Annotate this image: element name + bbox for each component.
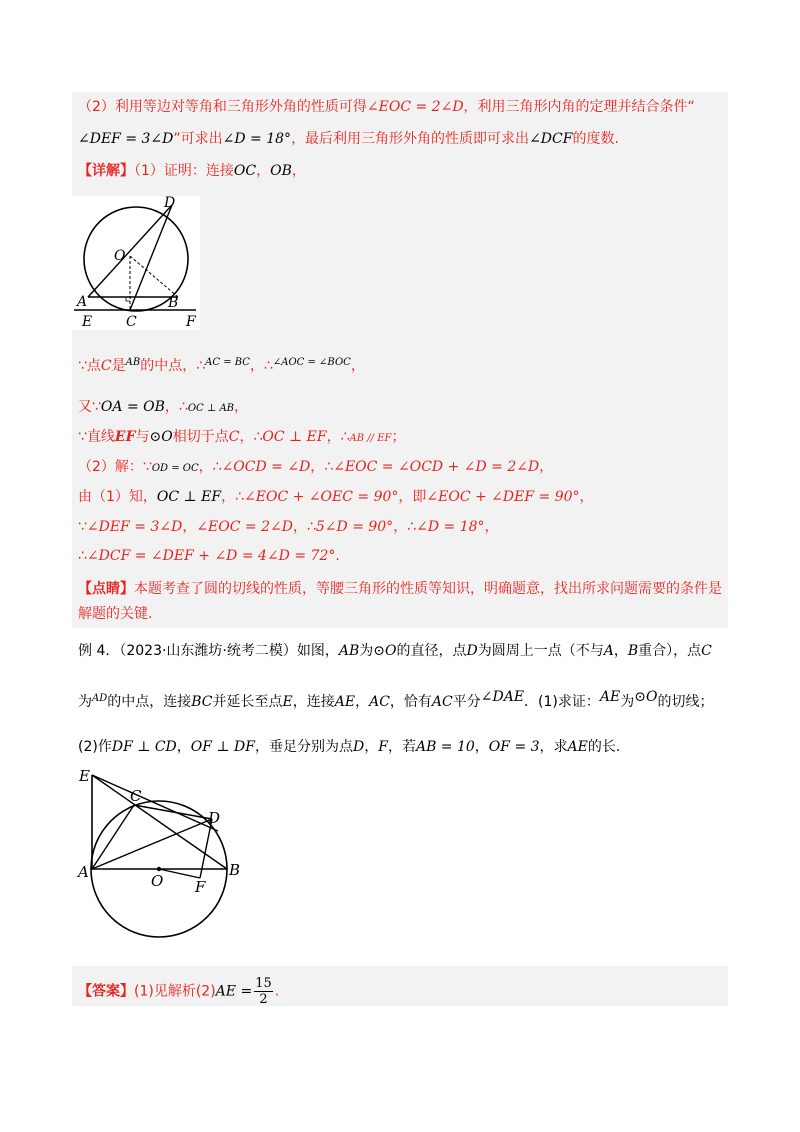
- hint-line-2: ∠DEF = 3∠D”可求出∠D = 18°，最后利用三角形外角的性质即可求出∠DCF的度数.: [78, 131, 619, 147]
- fig2-label-C: C: [130, 787, 142, 805]
- fig1-label-D: D: [164, 196, 176, 211]
- fig1-label-O: O: [114, 248, 126, 264]
- figure-1-tangent-circle: [72, 196, 200, 330]
- example4-line-3: (2)作DF ⊥ CD，OF ⊥ DF，垂足分别为点D，F，若AB = 10，OF = 3，求AE的长.: [78, 739, 621, 755]
- fig2-label-E: E: [79, 767, 90, 785]
- hint-line-1: （2）利用等边对等角和三角形外角的性质可得∠EOC = 2∠D，利用三角形内角的定理并结合条件“: [78, 99, 695, 115]
- proof-line-7: ∴∠DCF = ∠DEF + ∠D = 4∠D = 72°.: [78, 548, 340, 564]
- proof-line-3: ∵直线EF与⊙O相切于点C，∴OC ⊥ EF，∴AB // EF；: [78, 429, 406, 445]
- proof-line-2: 又∵OA = OB，∴OC ⊥ AB，: [78, 399, 249, 415]
- detail-line: 【详解】（1）证明：连接OC，OB，: [78, 163, 306, 179]
- fig2-label-A: A: [78, 863, 89, 881]
- proof-line-5: 由（1）知，OC ⊥ EF，∴∠EOC + ∠OEC = 90°，即∠EOC + ∠DEF = 90°，: [78, 489, 594, 505]
- fig1-label-C: C: [126, 314, 137, 330]
- fig1-label-B: B: [168, 295, 179, 311]
- answer-fraction: $\frac{15}{2}$: [255, 976, 272, 1007]
- example4-line-1: 例 4．（2023·山东潍坊·统考二模）如图，AB为⊙O的直径，点D为圆周上一点（不与A，B重合），点C: [78, 643, 712, 659]
- fig2-label-D: D: [208, 809, 221, 827]
- fig2-label-B: B: [229, 861, 241, 879]
- fig2-label-O: O: [151, 872, 164, 890]
- proof-line-4: （2）解：∵OD = OC，∴∠OCD = ∠D，∴∠EOC = ∠OCD + ∠D = 2∠D，: [78, 459, 554, 475]
- proof-line-1: ∵点C是$^{AB}$的中点，∴$^{AC = BC}$，∴$^{\angle AOC = \angle BOC}$，: [78, 357, 365, 374]
- comment-line-1: 【点睛】本题考查了圆的切线的性质，等腰三角形的性质等知识，明确题意，找出所求问题需要的条件是: [78, 581, 722, 597]
- fig1-label-E: E: [82, 314, 93, 330]
- proof-line-6: ∵∠DEF = 3∠D，∠EOC = 2∠D，∴5∠D = 90°，∴∠D = 18°，: [78, 519, 499, 535]
- fig2-label-F: F: [195, 878, 206, 896]
- answer-line: 【答案】(1)见解析(2)AE = $\frac{15}{2}$ .: [78, 976, 280, 1007]
- fig1-label-A: A: [77, 294, 88, 310]
- figure-2-circle-diagram: [74, 765, 244, 955]
- comment-line-2: 解题的关键.: [78, 606, 153, 622]
- fig1-label-F: F: [186, 314, 196, 330]
- example4-line-2: 为$^{AD}$的中点，连接BC并延长至点E，连接AE，AC，恰有AC平分∠DAE．(1)求证：AE为⊙O的切线；: [78, 689, 714, 710]
